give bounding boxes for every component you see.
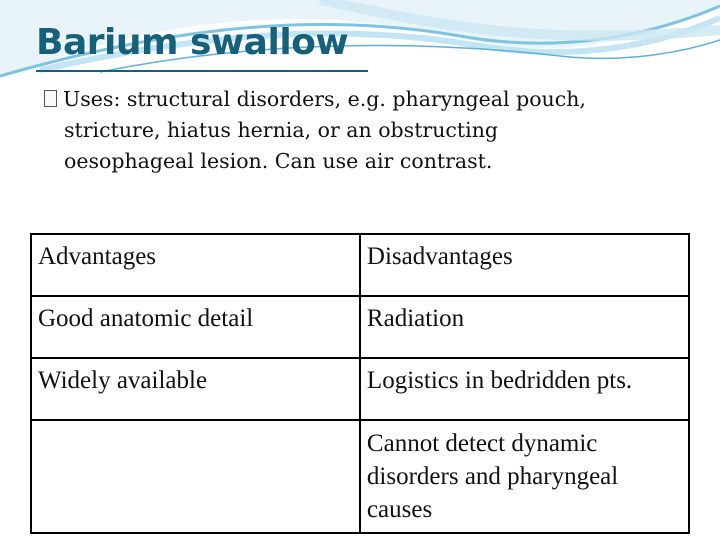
table-cell: Logistics in bedridden pts.: [360, 358, 689, 420]
uses-bullet: [44, 84, 704, 177]
pros-cons-table: [30, 233, 690, 534]
table-row: [31, 234, 689, 296]
table-header-advantages: Advantages: [31, 234, 360, 296]
bullet-line-1: [44, 84, 704, 115]
table-row: [31, 358, 689, 420]
table-cell: Widely available: [31, 358, 360, 420]
table-cell: Good anatomic detail: [31, 296, 360, 358]
missing-glyph-icon: [44, 90, 57, 107]
page-title: Barium swallow: [36, 22, 349, 63]
bullet-line-2: stricture, hiatus hernia, or an obstructing: [64, 118, 499, 142]
bullet-line-3: oesophageal lesion. Can use air contrast.: [64, 149, 493, 173]
table-cell: Radiation: [360, 296, 689, 358]
bullet-text-1: Uses: structural disorders, e.g. pharyngeal pouch,: [63, 87, 586, 111]
table-cell: Cannot detect dynamic disorders and pharyngeal causes: [360, 420, 689, 533]
table-cell: [31, 420, 360, 533]
table-row: [31, 296, 689, 358]
title-underline: [36, 70, 368, 72]
table-row: [31, 420, 689, 533]
table-header-disadvantages: Disadvantages: [360, 234, 689, 296]
